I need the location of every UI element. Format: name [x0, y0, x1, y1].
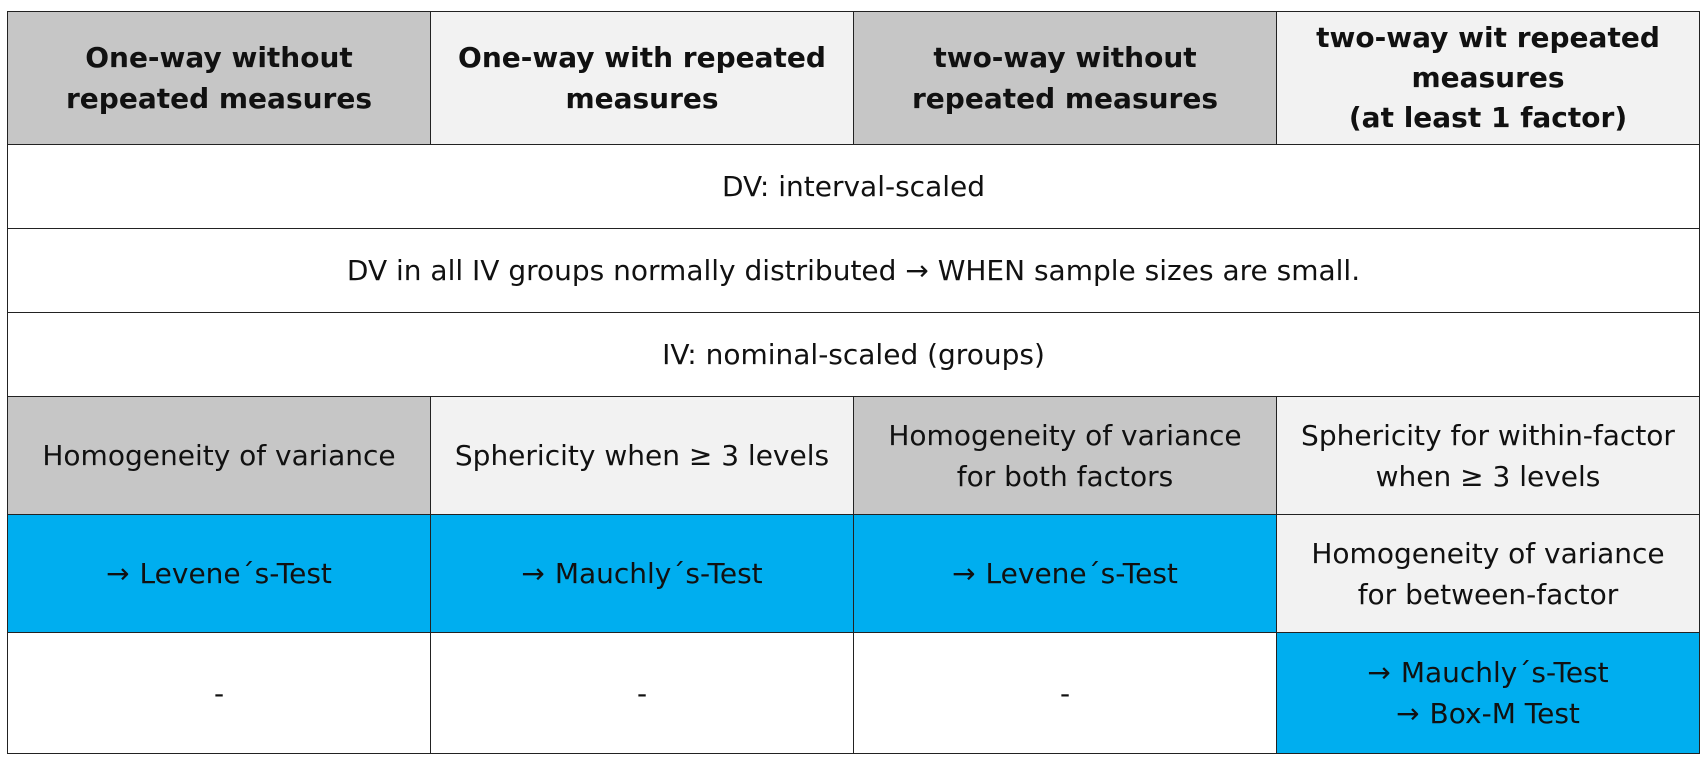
assumption-sphericity: Sphericity when ≥ 3 levels — [431, 397, 854, 515]
test-levene-1 — [8, 515, 431, 633]
arrow-right-icon: → — [1367, 656, 1391, 689]
test-levene-2 — [854, 515, 1277, 633]
arrow-right-icon: → — [106, 557, 130, 590]
header-one-way-without-rm: One-way without repeated measures — [8, 12, 431, 145]
dv-interval-scaled: DV: interval-scaled — [8, 145, 1700, 229]
anova-assumptions-table — [7, 11, 1700, 754]
extra-dash-2: - — [431, 633, 854, 754]
header-row — [8, 12, 1700, 145]
test-row — [8, 515, 1700, 633]
assumption-homogeneity-between: Homogeneity of variance for between-factor — [1277, 515, 1700, 633]
test-box-m-label: Box-M Test — [1429, 697, 1580, 730]
test-mauchly — [431, 515, 854, 633]
assumption-sphericity-within: Sphericity for within-factor when ≥ 3 levels — [1277, 397, 1700, 515]
normality-row — [8, 229, 1700, 313]
dv-normality: DV in all IV groups normally distributed → WHEN sample sizes are small. — [8, 229, 1700, 313]
arrow-right-icon: → — [952, 557, 976, 590]
arrow-right-icon: → — [1396, 697, 1420, 730]
arrow-right-icon: → — [521, 557, 545, 590]
dv-row — [8, 145, 1700, 229]
iv-row — [8, 313, 1700, 397]
test-mauchly-label: Mauchly´s-Test — [1400, 656, 1609, 689]
header-one-way-with-rm: One-way with repeated measures — [431, 12, 854, 145]
assumption-homogeneity-both: Homogeneity of variance for both factors — [854, 397, 1277, 515]
test-label: Levene´s-Test — [985, 557, 1178, 590]
test-label: Levene´s-Test — [139, 557, 332, 590]
assumption-homogeneity: Homogeneity of variance — [8, 397, 431, 515]
header-two-way-without-rm: two-way without repeated measures — [854, 12, 1277, 145]
extra-row — [8, 633, 1700, 754]
extra-dash-3: - — [854, 633, 1277, 754]
header-two-way-with-rm: two-way wit repeated measures (at least 1 factor) — [1277, 12, 1700, 145]
extra-tests-two-way-rm — [1277, 633, 1700, 754]
extra-dash-1: - — [8, 633, 431, 754]
assumption-row — [8, 397, 1700, 515]
iv-nominal-scaled: IV: nominal-scaled (groups) — [8, 313, 1700, 397]
test-label: Mauchly´s-Test — [554, 557, 763, 590]
